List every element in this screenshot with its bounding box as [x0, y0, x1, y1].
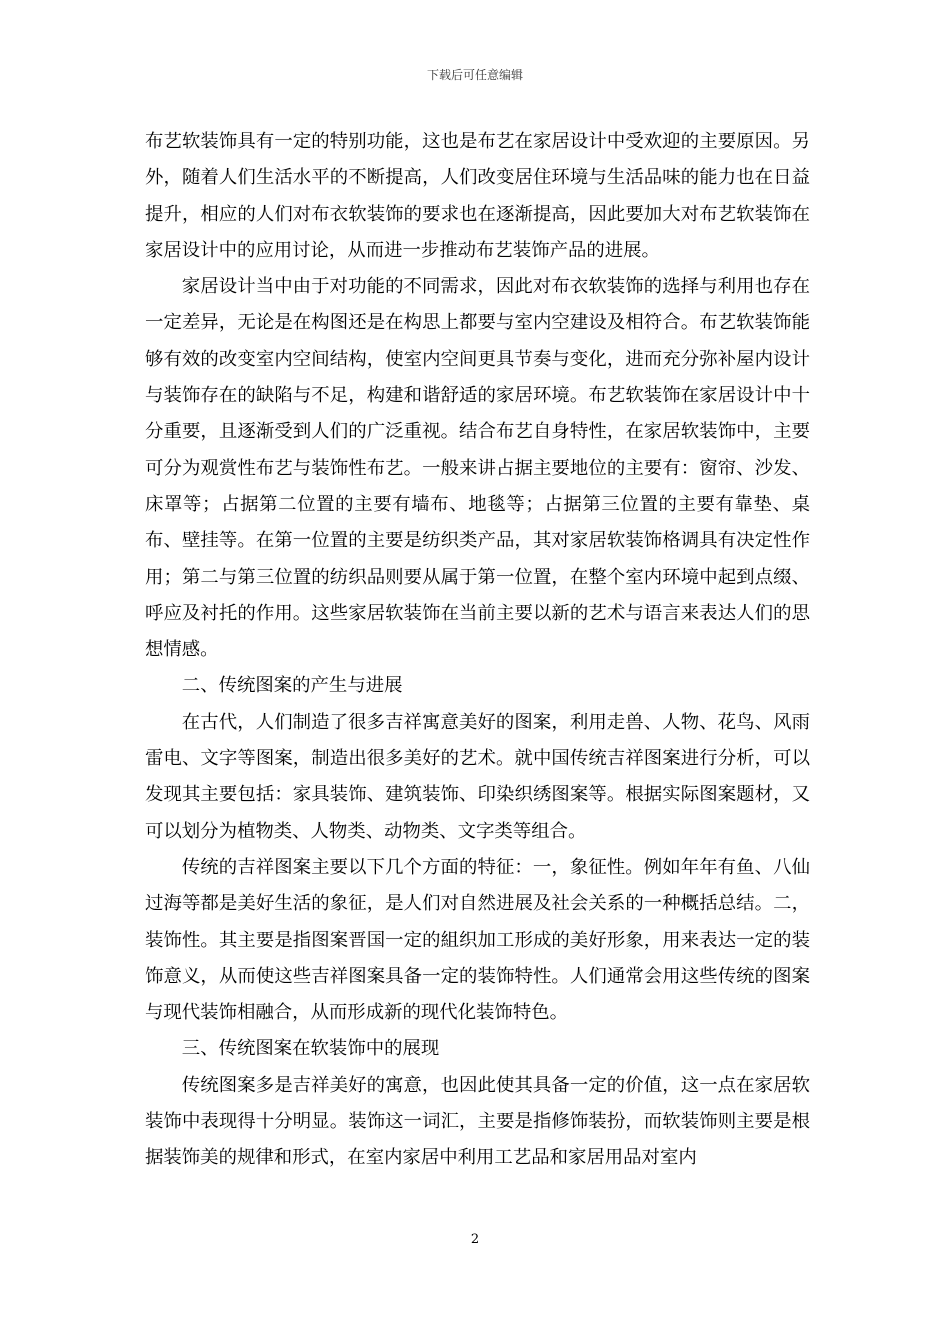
paragraph-pattern-features: 传统的吉祥图案主要以下几个方面的特征：一，象征性。例如年年有鱼、八仙过海等都是美好生活的象征，是人们对自然进展及社会关系的一种概括总结。二，装饰性。其主要是指图案晋国一定的組织加工形成的美好形象，用来表达一定的装饰意义，从而使这些吉祥图案具备一定的装饰特性。人们通常会用这些传统的图案与现代装饰相融合，从而形成新的现代化装饰特色。 — [145, 856, 810, 1024]
section-heading-traditional-patterns: 二、传统图案的产生与进展 — [181, 675, 403, 697]
paragraph-fabric-function: 布艺软装饰具有一定的特别功能，这也是布艺在家居设计中受欢迎的主要原因。另外，随着人们生活水平的不断提高，人们改变居住环境与生活品味的能力也在日益提升，相应的人们对布衣软装饰的要求也在逐渐提高，因此要加大对布艺软装饰在家居设计中的应用讨论，从而进一步推动布艺装饰产品的进展。 — [145, 131, 810, 261]
paragraph-pattern-value: 传统图案多是吉祥美好的寓意，也因此使其具备一定的价值，这一点在家居软装饰中表现得十分明显。装饰这一词汇，主要是指修饰装扮，而软装饰则主要是根据装饰美的规律和形式，在室内家居中利用工艺品和家居用品对室内 — [145, 1074, 810, 1169]
body-text — [145, 124, 810, 1177]
page-number: 2 — [470, 1232, 480, 1247]
paragraph-ancient-patterns: 在古代，人们制造了很多吉祥寓意美好的图案，利用走兽、人物、花鸟、风雨雷电、文字等图案，制造出很多美好的艺术。就中国传统吉祥图案进行分析，可以发现其主要包括：家具装饰、建筑装饰、印染织绣图案等。根据实际图案题材，又可以划分为植物类、人物类、动物类、文字类等组合。 — [145, 711, 810, 842]
paragraph-home-design: 家居设计当中由于对功能的不同需求，因此对布衣软装饰的选择与利用也存在一定差异，无论是在构图还是在构思上都要与室内空建设及相符合。布艺软装饰能够有效的改变室内空间结构，使室内空间更具节奏与变化，进而充分弥补屋内设计与装饰存在的缺陷与不足，构建和谐舒适的家居环境。布艺软装饰在家居设计中十分重要，且逐渐受到人们的广泛重视。结合布艺自身特性，在家居软装饰中，主要可分为观赏性布艺与装饰性布艺。一般来讲占据主要地位的主要有：窗帘、沙发、床罩等；占据第二位置的主要有墙布、地毯等；占据第三位置的主要有靠垫、桌布、壁挂等。在第一位置的主要是纺织类产品，其对家居软装饰格调具有决定性作用；第二与第三位置的纺织品则要从属于第一位置，在整个室内环境中起到点缀、呼应及衬托的作用。这些家居软装饰在当前主要以新的艺术与语言来表达人们的思想情感。 — [145, 276, 810, 661]
section-heading-soft-decoration: 三、传统图案在软装饰中的展现 — [181, 1038, 440, 1060]
page-header: 下载后可任意编辑 — [426, 68, 523, 82]
